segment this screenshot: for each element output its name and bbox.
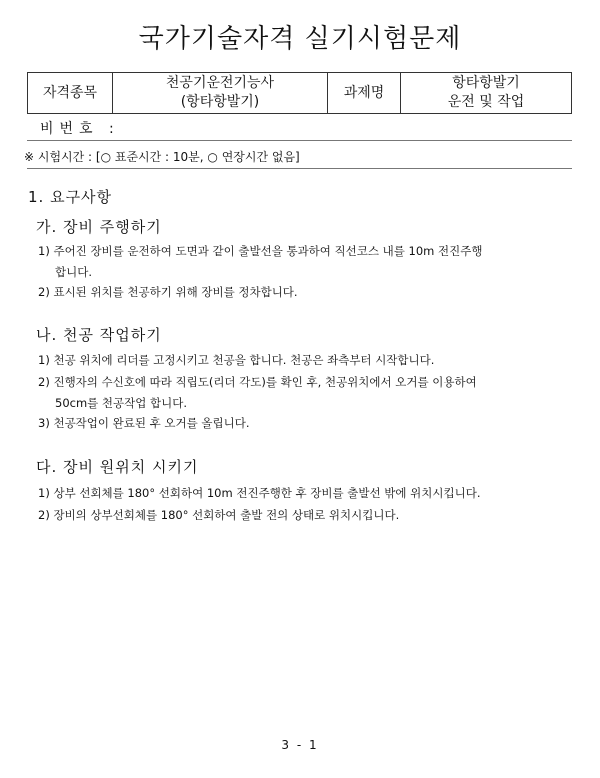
list-item-continuation: 50cm를 천공작업 합니다. — [55, 396, 187, 410]
list-item-text: 1) 주어진 장비를 운전하여 도면과 같이 출발선을 통과하여 직선코스 내를 10m 전진주행 — [38, 244, 483, 258]
list-item — [38, 372, 570, 414]
list-item-text: 3) 천공작업이 완료된 후 오거를 올립니다. — [38, 416, 250, 430]
task-label-cell — [328, 73, 401, 114]
list-item-continuation: 합니다. — [55, 265, 92, 279]
task-label: 과제명 — [343, 84, 385, 101]
list-item-text: 1) 천공 위치에 리더를 고정시키고 천공을 합니다. 천공은 좌측부터 시작합니다. — [38, 353, 435, 367]
list-item-text: 2) 진행자의 수신호에 따라 직립도(리더 각도)를 확인 후, 천공위치에서 오거를 이용하여 — [38, 375, 477, 389]
list-item — [38, 241, 570, 283]
part-heading: 가. 장비 주행하기 — [36, 218, 162, 236]
exam-time: ※ 시험시간 : [○ 표준시간 : 10분, ○ 연장시간 없음] — [24, 150, 300, 164]
list-item-text: 2) 장비의 상부선회체를 180° 선회하여 출발 전의 상태로 위치시킵니다. — [38, 508, 400, 522]
task-value-line-1: 항타항발기 — [452, 75, 520, 91]
section-heading: 1. 요구사항 — [28, 188, 113, 206]
list-item — [38, 483, 570, 504]
exam-number-label: 비번호 : — [40, 121, 120, 137]
cert-label-cell — [28, 73, 113, 114]
divider-line — [27, 140, 572, 141]
task-value-line-2: 운전 및 작업 — [447, 94, 525, 110]
part-heading: 나. 천공 작업하기 — [36, 326, 162, 344]
list-item — [38, 350, 570, 371]
divider-line — [27, 168, 572, 169]
page-number: 3 - 1 — [281, 738, 319, 752]
task-value-cell — [401, 73, 572, 114]
list-item — [38, 413, 570, 434]
cert-value-line-1: 천공기운전기능사 — [165, 75, 275, 91]
list-item-text: 2) 표시된 위치를 천공하기 위해 장비를 정차합니다. — [38, 285, 298, 299]
list-item — [38, 282, 570, 303]
list-item — [38, 505, 570, 526]
part-heading: 다. 장비 원위치 시키기 — [36, 458, 199, 476]
cert-label: 자격종목 — [42, 84, 98, 101]
info-table — [27, 72, 572, 114]
list-item-text: 1) 상부 선회체를 180° 선회하여 10m 전진주행한 후 장비를 출발선 밖에 위치시킵니다. — [38, 486, 481, 500]
page-title: 국가기술자격 실기시험문제 — [138, 24, 462, 54]
cert-value-line-2: (항타항발기) — [180, 94, 260, 110]
cert-value-cell — [113, 73, 328, 114]
